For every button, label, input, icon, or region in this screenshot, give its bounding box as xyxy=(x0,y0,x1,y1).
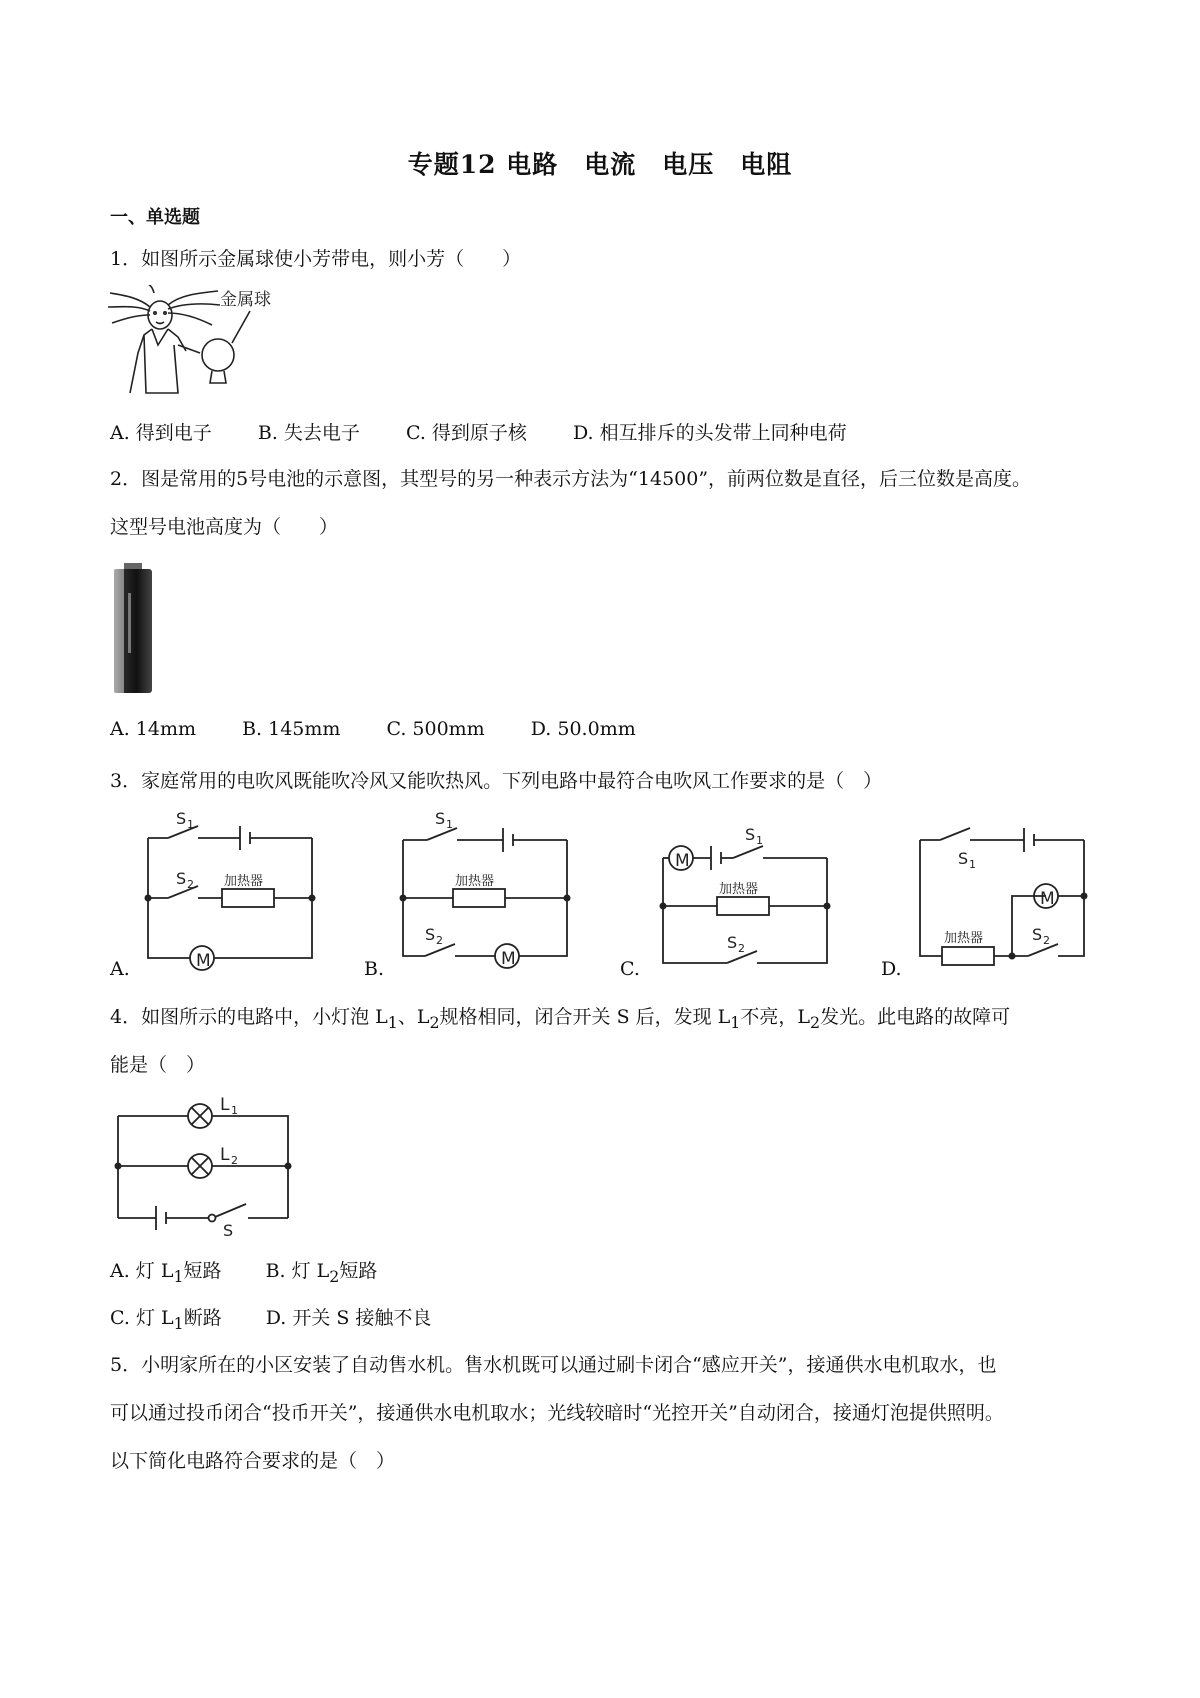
q2-figure-battery xyxy=(110,563,158,695)
q4-stem-line1: 4．如图所示的电路中，小灯泡 $L_1$、$L_2$规格相同，闭合开关 S 后，发现 $L_1$不亮，$L_2$发光。此电路的故障可 xyxy=(110,1006,1011,1032)
switch-label: S xyxy=(1032,925,1043,944)
switch-subscript: 2 xyxy=(436,934,443,947)
q4-option-a: A. 灯 $L_1$短路 xyxy=(110,1260,222,1286)
q1-option-b: B. 失去电子 xyxy=(257,422,360,444)
switch-subscript: 2 xyxy=(187,878,194,891)
q3-stem: 3．家庭常用的电吹风既能吹冷风又能吹热风。下列电路中最符合电吹风工作要求的是（ ） xyxy=(110,770,883,792)
q5-stem-line1: 5．小明家所在的小区安装了自动售水机。售水机既可以通过刷卡闭合“感应开关”，接通供水电机取水，也 xyxy=(110,1354,997,1376)
lamp-l2-label: L xyxy=(220,1145,230,1165)
motor-label: M xyxy=(675,851,690,871)
heater-label: 加热器 xyxy=(719,882,759,897)
switch-subscript: 2 xyxy=(738,942,745,955)
q3-option-c-label: C. xyxy=(620,958,640,980)
q2-stem-line2: 这型号电池高度为（ ） xyxy=(110,516,339,538)
switch-label: S xyxy=(435,809,446,828)
q4-option-c: C. 灯 $L_1$断路 xyxy=(110,1307,222,1333)
switch-label: S xyxy=(425,925,436,944)
switch-subscript: 1 xyxy=(756,834,763,847)
q4-stem-line2: 能是（ ） xyxy=(110,1054,206,1076)
q2-option-c: C. 500mm xyxy=(386,718,485,740)
switch-label: S xyxy=(958,849,969,868)
q3-circuit-c xyxy=(655,808,835,978)
lamp-l2-subscript: 2 xyxy=(231,1154,238,1167)
q3-option-b-label: B. xyxy=(364,958,385,980)
q3-circuit-d xyxy=(912,808,1092,978)
switch-label: S xyxy=(176,869,187,888)
switch-subscript: 1 xyxy=(187,818,194,831)
q5-stem-line3: 以下简化电路符合要求的是（ ） xyxy=(110,1450,396,1472)
heater-label: 加热器 xyxy=(455,874,495,889)
q4-option-b: B. 灯 $L_2$短路 xyxy=(265,1260,378,1286)
switch-subscript: 1 xyxy=(446,818,453,831)
motor-label: M xyxy=(196,951,211,971)
q5-stem-line2: 可以通过投币闭合“投币开关”，接通供水电机取水；光线较暗时“光控开关”自动闭合，接通灯泡提供照明。 xyxy=(110,1402,1004,1424)
q1-stem: 1．如图所示金属球使小芳带电，则小芳（ ） xyxy=(110,248,522,270)
switch-subscript: 1 xyxy=(969,858,976,871)
q2-option-b: B. 145mm xyxy=(242,718,341,740)
q1-option-d: D. 相互排斥的头发带上同种电荷 xyxy=(572,422,847,444)
heater-label: 加热器 xyxy=(224,874,264,889)
q3-option-a-label: A. xyxy=(110,958,130,980)
q1-figure-girl-metal-ball xyxy=(108,285,298,397)
q4-option-d: D. 开关 S 接触不良 xyxy=(265,1307,432,1329)
lamp-l1-label: L xyxy=(220,1095,230,1115)
switch-label: S xyxy=(745,825,756,844)
q2-stem-line1: 2．图是常用的5号电池的示意图，其型号的另一种表示方法为“14500”，前两位数是直径，后三位数是高度。 xyxy=(110,468,1032,490)
q2-options xyxy=(110,718,676,740)
q2-option-a: A. 14mm xyxy=(110,718,197,740)
q3-circuit-b xyxy=(395,808,575,978)
lamp-l1-subscript: 1 xyxy=(231,1104,238,1117)
q4-circuit-figure xyxy=(108,1090,298,1238)
q1-option-a: A. 得到电子 xyxy=(110,422,212,444)
q2-option-d: D. 50.0mm xyxy=(530,718,636,740)
q3-option-d-label: D. xyxy=(881,958,902,980)
page-title: 专题12 电路 电流 电压 电阻 xyxy=(407,150,793,179)
heater-label: 加热器 xyxy=(944,931,984,946)
q4-options-row2 xyxy=(110,1303,431,1333)
metal-ball-label: 金属球 xyxy=(220,290,271,310)
q4-options-row1 xyxy=(110,1256,377,1286)
q3-circuit-a xyxy=(140,808,320,978)
switch-label: S xyxy=(176,809,187,828)
motor-label: M xyxy=(1040,889,1055,909)
q1-option-c: C. 得到原子核 xyxy=(405,422,527,444)
motor-label: M xyxy=(501,949,516,969)
switch-subscript: 2 xyxy=(1043,934,1050,947)
q1-options xyxy=(110,418,887,445)
switch-label: S xyxy=(727,933,738,952)
section-heading: 一、单选题 xyxy=(110,207,200,228)
switch-s-label: S xyxy=(223,1221,234,1238)
